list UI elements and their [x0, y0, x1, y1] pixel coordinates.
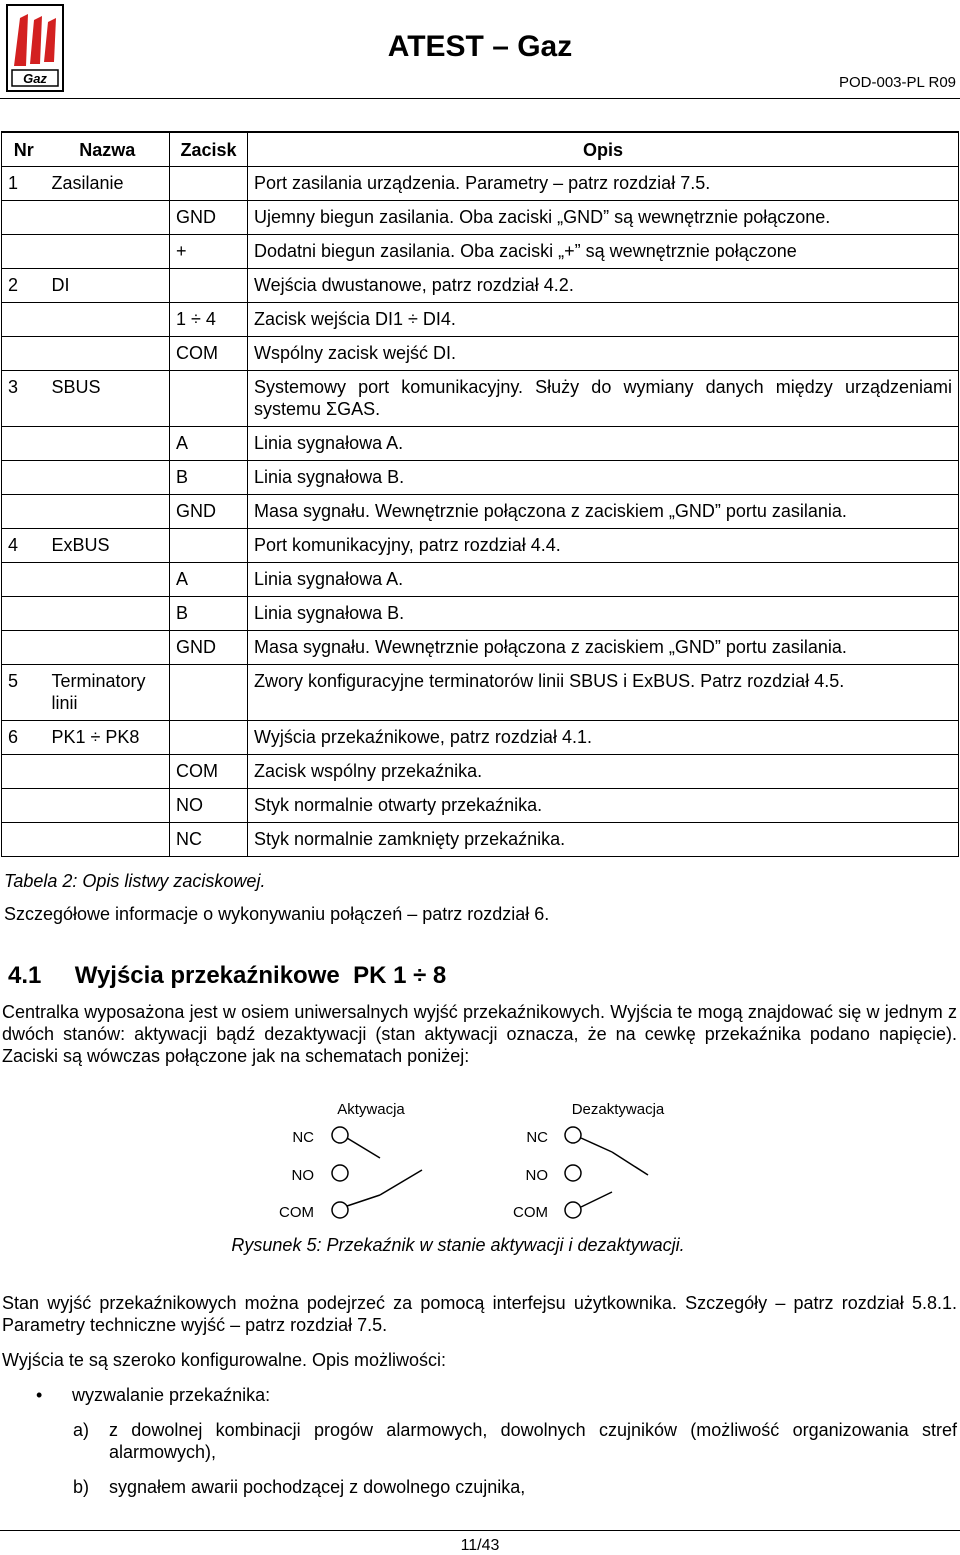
cell-nr: 2 [2, 269, 46, 303]
cell-name: PK1 ÷ PK8 [46, 721, 170, 755]
right-arm-upper [581, 1138, 612, 1152]
table-header-row [2, 132, 959, 167]
cell-name: Zasilanie [46, 167, 170, 201]
cell-terminal [170, 167, 248, 201]
table-row [2, 631, 959, 665]
table-row [2, 789, 959, 823]
list-item-b-text: sygnałem awarii pochodzącej z dowolnego czujnika, [109, 1477, 526, 1497]
cell-description: Styk normalnie otwarty przekaźnika. [248, 789, 959, 823]
left-com-contact [332, 1202, 348, 1218]
cell-terminal: B [170, 461, 248, 495]
cell-name [46, 597, 170, 631]
table-row [2, 201, 959, 235]
left-nc-contact [332, 1127, 348, 1143]
cell-description: Masa sygnału. Wewnętrznie połączona z zaciskiem „GND” portu zasilania. [248, 495, 959, 529]
details-text: Szczegółowe informacje o wykonywaniu połączeń – patrz rozdział 6. [4, 904, 550, 924]
cell-nr [2, 823, 46, 857]
right-nc-contact [565, 1127, 581, 1143]
figure-caption: Rysunek 5: Przekaźnik w stanie aktywacji i dezaktywacji. [231, 1235, 685, 1255]
cell-name [46, 235, 170, 269]
cell-description: Zwory konfiguracyjne terminatorów linii SBUS i ExBUS. Patrz rozdział 4.5. [248, 665, 959, 721]
cell-description: Port zasilania urządzenia. Parametry – patrz rozdział 7.5. [248, 167, 959, 201]
cell-nr [2, 427, 46, 461]
cell-name: Terminatory linii [46, 665, 170, 721]
cell-terminal: COM [170, 337, 248, 371]
right-arm-lower [581, 1192, 612, 1207]
cell-description: Wyjścia przekaźnikowe, patrz rozdział 4.1. [248, 721, 959, 755]
cell-name: ExBUS [46, 529, 170, 563]
cell-description: Port komunikacyjny, patrz rozdział 4.4. [248, 529, 959, 563]
cell-nr [2, 201, 46, 235]
cell-nr [2, 337, 46, 371]
cell-terminal: NO [170, 789, 248, 823]
cell-nr [2, 755, 46, 789]
cell-terminal [170, 269, 248, 303]
table-row [2, 721, 959, 755]
cell-name [46, 755, 170, 789]
table-row [2, 597, 959, 631]
cell-terminal: A [170, 563, 248, 597]
cell-description: Linia sygnałowa A. [248, 563, 959, 597]
list-item-a-label: a) [73, 1420, 90, 1440]
section-number: 4.1 [8, 962, 42, 989]
cell-terminal [170, 721, 248, 755]
status-paragraph: Stan wyjść przekaźnikowych można podejrzeć za pomocą interfejsu użytkownika. Szczegóły – patrz rozdział 5.8.1. Parametry techniczne wyjść – patrz rozdział 7.5. [2, 1293, 957, 1335]
table-row [2, 823, 959, 857]
cell-name [46, 631, 170, 665]
cell-terminal: NC [170, 823, 248, 857]
cell-description: Masa sygnału. Wewnętrznie połączona z zaciskiem „GND” portu zasilania. [248, 631, 959, 665]
cell-terminal: B [170, 597, 248, 631]
relay-diagram [250, 1090, 710, 1235]
cell-terminal: COM [170, 755, 248, 789]
header-name: Nazwa [46, 132, 170, 167]
left-arm-upper [347, 1138, 380, 1158]
table-caption: Tabela 2: Opis listwy zaciskowej. [4, 871, 266, 891]
table-row [2, 303, 959, 337]
cell-name: DI [46, 269, 170, 303]
list-item-a-text: z dowolnej kombinacji progów alarmowych, dowolnych czujników (możliwość organizowania stref alarmowych), [109, 1420, 957, 1462]
cell-terminal [170, 665, 248, 721]
cell-terminal [170, 529, 248, 563]
cell-nr [2, 461, 46, 495]
cell-terminal: GND [170, 495, 248, 529]
cell-terminal: + [170, 235, 248, 269]
cell-nr [2, 495, 46, 529]
table-row [2, 427, 959, 461]
config-paragraph: Wyjścia te są szeroko konfigurowalne. Opis możliwości: [2, 1350, 446, 1370]
cell-terminal: 1 ÷ 4 [170, 303, 248, 337]
table-row [2, 337, 959, 371]
cell-nr [2, 597, 46, 631]
cell-nr: 3 [2, 371, 46, 427]
left-no-label: NO [291, 1167, 314, 1184]
cell-terminal: A [170, 427, 248, 461]
cell-description: Dodatni biegun zasilania. Oba zaciski „+” są wewnętrznie połączone [248, 235, 959, 269]
table-row [2, 495, 959, 529]
cell-name [46, 563, 170, 597]
right-no-label: NO [525, 1167, 548, 1184]
header-terminal: Zacisk [170, 132, 248, 167]
cell-description: Zacisk wejścia DI1 ÷ DI4. [248, 303, 959, 337]
page-number: 11/43 [460, 1537, 500, 1554]
footer-divider [0, 1530, 960, 1531]
cell-description: Systemowy port komunikacyjny. Służy do wymiany danych między urządzeniami systemu ΣGAS. [248, 371, 959, 427]
cell-nr: 5 [2, 665, 46, 721]
table-row [2, 529, 959, 563]
section-title: Wyjścia przekaźnikowe PK 1 ÷ 8 [74, 962, 447, 989]
left-arm-mid [380, 1170, 422, 1195]
cell-name [46, 461, 170, 495]
cell-name [46, 303, 170, 337]
header-description: Opis [248, 132, 959, 167]
table-row [2, 461, 959, 495]
cell-name [46, 495, 170, 529]
cell-name [46, 201, 170, 235]
section-intro: Centralka wyposażona jest w osiem uniwersalnych wyjść przekaźnikowych. Wyjścia te mogą znajdować się w jednym z dwóch stanów: aktywacji bądź dezaktywacji (stan aktywacji oznacza, że na cewkę przekaźnika podano napięcie). Zaciski są wówczas połączone jak na schematach poniżej: [2, 1002, 957, 1066]
svg-text:Gaz: Gaz [23, 71, 47, 86]
table-row [2, 563, 959, 597]
list-item-b-label: b) [73, 1477, 90, 1497]
header-nr: Nr [2, 132, 46, 167]
left-arm-lower [347, 1195, 380, 1206]
table-row [2, 235, 959, 269]
cell-nr [2, 235, 46, 269]
cell-nr [2, 789, 46, 823]
page-title: ATEST – Gaz [387, 30, 573, 63]
label-dezaktywacja: Dezaktywacja [571, 1101, 665, 1118]
cell-nr: 1 [2, 167, 46, 201]
cell-description: Styk normalnie zamknięty przekaźnika. [248, 823, 959, 857]
table-row [2, 269, 959, 303]
section-heading [8, 962, 446, 990]
cell-name [46, 337, 170, 371]
right-nc-label: NC [526, 1129, 548, 1146]
terminal-strip-table [1, 131, 959, 857]
cell-name [46, 823, 170, 857]
table-row [2, 167, 959, 201]
cell-name [46, 427, 170, 461]
cell-description: Zacisk wspólny przekaźnika. [248, 755, 959, 789]
document-reference: POD-003-PL R09 [839, 74, 956, 91]
cell-terminal [170, 371, 248, 427]
cell-nr: 4 [2, 529, 46, 563]
left-no-contact [332, 1165, 348, 1181]
label-aktywacja: Aktywacja [337, 1101, 405, 1118]
cell-description: Linia sygnałowa B. [248, 461, 959, 495]
cell-description: Wspólny zacisk wejść DI. [248, 337, 959, 371]
right-com-contact [565, 1202, 581, 1218]
right-com-label: COM [513, 1204, 548, 1221]
cell-nr [2, 563, 46, 597]
cell-name: SBUS [46, 371, 170, 427]
cell-description: Wejścia dwustanowe, patrz rozdział 4.2. [248, 269, 959, 303]
right-no-contact [565, 1165, 581, 1181]
cell-description: Linia sygnałowa A. [248, 427, 959, 461]
header-divider [0, 98, 960, 99]
cell-nr [2, 631, 46, 665]
cell-description: Linia sygnałowa B. [248, 597, 959, 631]
left-com-label: COM [279, 1204, 314, 1221]
bullet-marker: • [36, 1385, 43, 1405]
table-row [2, 665, 959, 721]
bullet-text: wyzwalanie przekaźnika: [72, 1385, 271, 1405]
cell-nr [2, 303, 46, 337]
left-nc-label: NC [292, 1129, 314, 1146]
table-row [2, 371, 959, 427]
cell-terminal: GND [170, 201, 248, 235]
cell-name [46, 789, 170, 823]
cell-description: Ujemny biegun zasilania. Oba zaciski „GND” są wewnętrznie połączone. [248, 201, 959, 235]
table-row [2, 755, 959, 789]
cell-nr: 6 [2, 721, 46, 755]
right-arm-mid [612, 1152, 648, 1175]
cell-terminal: GND [170, 631, 248, 665]
